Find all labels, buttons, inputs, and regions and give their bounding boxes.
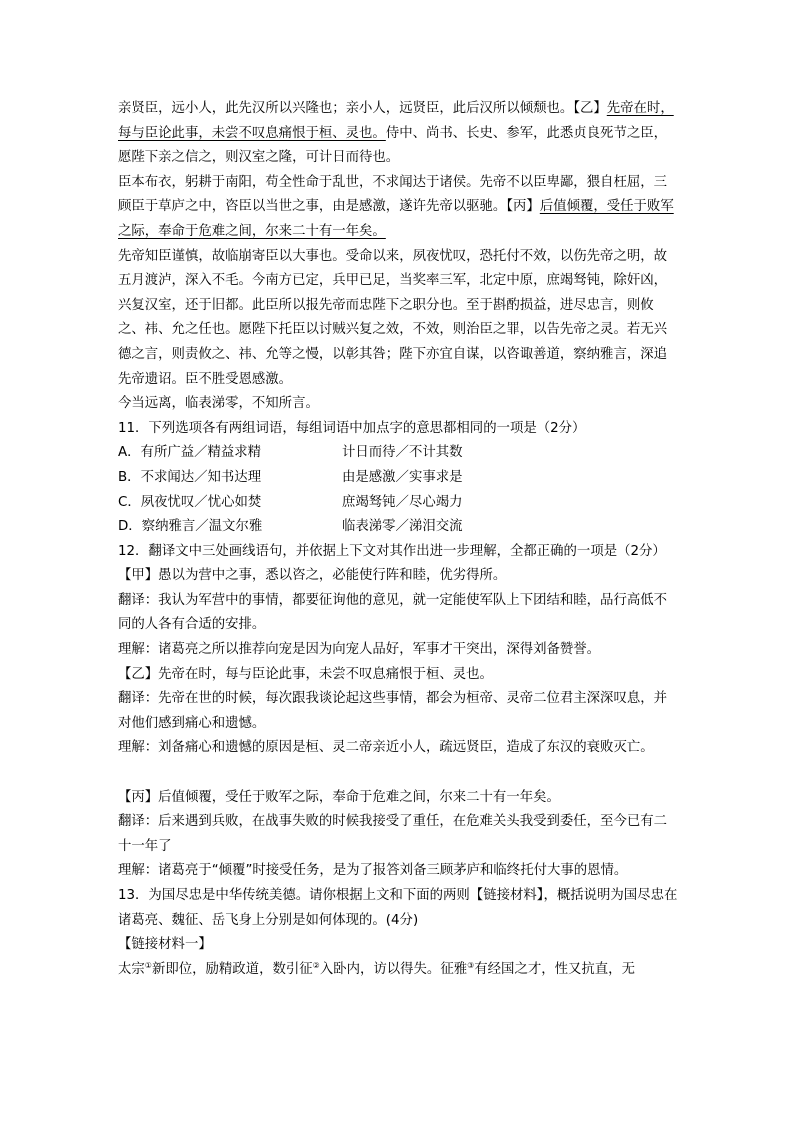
link-text: 入卧内，访以得失。征雅 <box>319 961 468 977</box>
blank-line <box>118 761 678 786</box>
q12-yi-understanding: 理解：刘备痛心和遗憾的原因是桓、灵二帝亲近小人，疏远贤臣，造成了东汉的衰败灭亡。 <box>118 740 654 756</box>
passage-text: 臣本布衣，躬耕于南阳，苟全性命于乱世，不求闻达于诸侯。先帝不以臣卑鄙，猥自枉屈，三顾臣于草庐之中，咨臣以当世之事，由是感激，遂许先帝以驱驰。 <box>118 174 668 215</box>
underlined-sentence-bing: 后值倾覆，受任于败军之际，奉命于危难之间，尔来二十有一年矣。 <box>118 199 674 239</box>
question-11-option-a <box>118 441 678 466</box>
footnote-mark: ③ <box>467 960 475 970</box>
passage-paragraph-1 <box>118 97 678 171</box>
q12-jia-quote: 【甲】愚以为营中之事，悉以咨之，必能使行阵和睦，优劣得所。 <box>118 568 507 584</box>
option-right: 由是感激／实事求是 <box>342 469 463 485</box>
q12-jia-understanding: 理解：诸葛亮之所以推荐向宠是因为向宠人品好，军事才干突出，深得刘备赞誉。 <box>118 642 601 658</box>
passage-paragraph-4: 今当远离，临表涕零，不知所言。 <box>118 396 319 412</box>
q12-bing-quote: 【丙】后值倾覆，受任于败军之际，奉命于危难之间，尔来二十有一年矣。 <box>118 789 560 805</box>
q12-jia-translation: 翻译：我认为军营中的事情，都要征询他的意见，就一定能使军队上下团结和睦，品行高低不同的人各有合适的安排。 <box>118 592 668 633</box>
link-text: 太宗 <box>118 961 145 977</box>
marker-yi: 【乙】 <box>573 101 607 116</box>
document-body <box>118 97 678 982</box>
option-right: 计日而待／不计其数 <box>342 445 463 461</box>
link-text: 有经国之才，性又抗直，无 <box>474 961 635 977</box>
question-12-stem: 12．翻译文中三处画线语句，并依据上下文对其作出进一步理解，全都正确的一项是（2分） <box>118 543 666 559</box>
passage-paragraph-2 <box>118 171 678 245</box>
option-left: B．不求闻达／知书达理 <box>118 469 262 485</box>
option-left: A．有所广益／精益求精 <box>118 445 262 461</box>
question-13-stem: 13．为国尽忠是中华传统美德。请你根据上文和下面的两则【链接材料】，概括说明为国尽忠在诸葛亮、魏征、岳飞身上分别是如何体现的。(4分) <box>118 888 678 928</box>
question-11-option-d <box>118 515 678 540</box>
option-left: D．察纳雅言／温文尔雅 <box>118 519 263 535</box>
option-right: 庶竭驽钝／尽心竭力 <box>342 494 463 510</box>
q12-yi-quote: 【乙】先帝在时，每与臣论此事，未尝不叹息痛恨于桓、灵也。 <box>118 666 493 682</box>
passage-paragraph-3: 先帝知臣谨慎，故临崩寄臣以大事也。受命以来，夙夜忧叹，恐托付不效，以伤先帝之明，故五月渡泸，深入不毛。今南方已定，兵甲已足，当奖率三军，北定中原，庶竭驽钝，除奸凶，兴复汉室，还于旧都。此臣所以报先帝而忠陛下之职分也。至于斟酌损益，进尽忠言，则攸之、祎、允之任也。愿陛下托臣以讨贼兴复之效，不效，则治臣之罪，以告先帝之灵。若无兴德之言，则责攸之、祎、允等之慢，以彰其咎；陛下亦宜自谋，以咨诹善道，察纳雅言，深追先帝遗诏。臣不胜受恩感激。 <box>118 248 668 387</box>
option-right: 临表涕零／涕泪交流 <box>342 519 463 535</box>
q12-bing-translation: 翻译：后来遇到兵败，在战事失败的时候我接受了重任，在危难关头我受到委任，至今已有二十一年了 <box>118 814 668 854</box>
passage-text: 侍中、尚书、长史、参军，此悉贞良死节之臣，愿陛下亲之信之，则汉室之隆，可计日而待也。 <box>118 125 668 166</box>
question-11-option-b <box>118 466 678 491</box>
q12-yi-translation: 翻译：先帝在世的时候，每次跟我谈论起这些事情，都会为桓帝、灵帝二位君主深深叹息，并对他们感到痛心和遗憾。 <box>118 691 668 731</box>
marker-bing: 【丙】 <box>506 199 540 215</box>
link-material-title: 【链接材料一】 <box>118 937 212 953</box>
question-11-stem: 11．下列选项各有两组词语，每组词语中加点字的意思都相同的一项是（2分） <box>118 420 586 436</box>
q12-bing-understanding: 理解：诸葛亮于“倾覆”时接受任务，是为了报答刘备三顾茅庐和临终托付大事的恩情。 <box>118 863 628 879</box>
link-material-text <box>118 958 678 983</box>
underlined-sentence-yi: 先帝在时，每与臣论此事，未尝不叹息痛恨于桓、灵也。 <box>118 101 674 141</box>
passage-text: 亲贤臣，远小人，此先汉所以兴隆也；亲小人，远贤臣，此后汉所以倾颓也。 <box>118 101 574 116</box>
link-text: 新即位，励精政道，数引征 <box>151 961 313 977</box>
option-left: C．夙夜忧叹／忧心如焚 <box>118 494 262 510</box>
footnote-mark: ① <box>144 960 152 970</box>
question-11-option-c <box>118 491 678 516</box>
footnote-mark: ② <box>312 960 320 970</box>
